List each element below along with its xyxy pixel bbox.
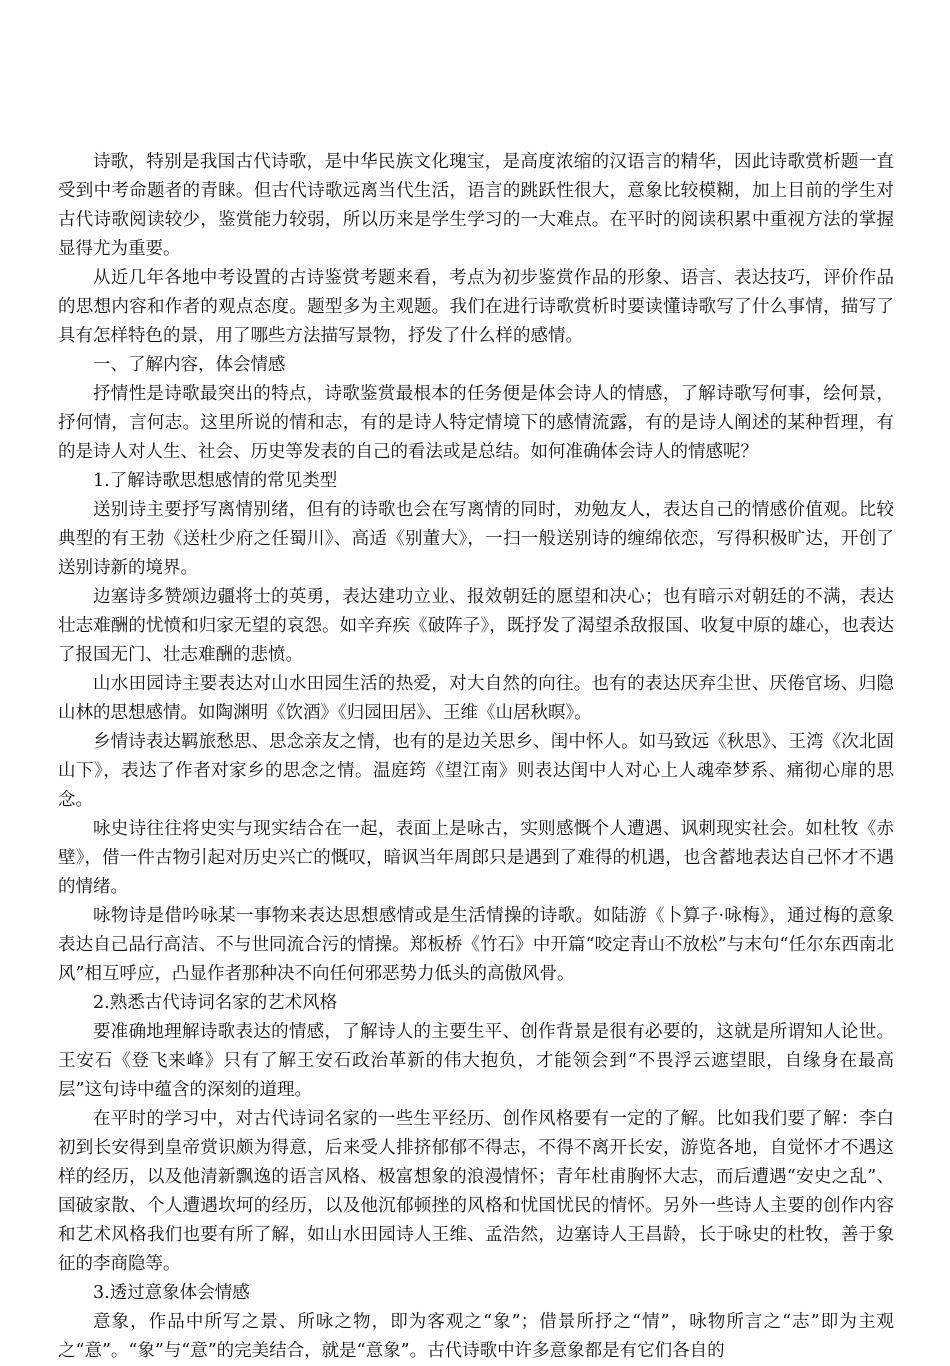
paragraph-poet-styles: 在平时的学习中，对古代诗词名家的一些生平经历、创作风格要有一定的了解。比如我们要了解：李白初到长安得到皇帝赏识颇为得意，后来受人排挤郁郁不得志，不得不离开长安，游览各地，自觉怀才不遇这样的经历，以及他清新飘逸的语言风格、极富想象的浪漫情怀；青年杜甫胸怀大志，而后遭遇“安史之乱”、国破家散、个人遭遇坎坷的经历，以及他沉郁顿挫的风格和忧国忧民的情怀。另外一些诗人主要的创作内容和艺术风格我们也要有所了解，如山水田园诗人王维、孟浩然，边塞诗人王昌龄，长于咏史的杜牧，善于象征的李商隐等。 (58, 1109, 894, 1274)
paragraph-lyric-nature: 抒情性是诗歌最突出的特点，诗歌鉴赏最根本的任务便是体会诗人的情感，了解诗歌写何事，绘何景，抒何情，言何志。这里所说的情和志，有的是诗人特定情境下的感情流露，有的是诗人阐述的某种哲理，有的是诗人对人生、社会、历史等发表的自己的看法或是总结。如何准确体会诗人的情感呢？ (58, 384, 894, 462)
subheading-1-2: 2.熟悉古代诗词名家的艺术风格 (93, 993, 338, 1013)
paragraph-homesick-poems: 乡情诗表达羁旅愁思、思念亲友之情，也有的是边关思乡、闺中怀人。如马致远《秋思》、王湾《次北固山下》，表达了作者对家乡的思念之情。温庭筠《望江南》则表达闺中人对心上人魂牵梦系、痛彻心扉的思念。 (58, 732, 894, 810)
paragraph-know-the-poet: 要准确地理解诗歌表达的情感，了解诗人的主要生平、创作背景是很有必要的，这就是所谓知人论世。王安石《登飞来峰》只有了解王安石政治革新的伟大抱负，才能领会到“不畏浮云遮望眼，自缘身在最高层”这句诗中蕴含的深刻的道理。 (58, 1022, 894, 1100)
subheading-1-3: 3.透过意象体会情感 (93, 1283, 250, 1303)
paragraph-object-poems: 咏物诗是借吟咏某一事物来表达思想感情或是生活情操的诗歌。如陆游《卜算子·咏梅》，通过梅的意象表达自己品行高洁、不与世同流合污的情操。郑板桥《竹石》中开篇“咬定青山不放松”与末句“任尔东西南北风”相互呼应，凸显作者那种决不向任何邪恶势力低头的高傲风骨。 (58, 906, 894, 984)
paragraph-exam-overview: 从近几年各地中考设置的古诗鉴赏考题来看，考点为初步鉴赏作品的形象、语言、表达技巧，评价作品的思想内容和作者的观点态度。题型多为主观题。我们在进行诗歌赏析时要读懂诗歌写了什么事情，描写了具有怎样特色的景，用了哪些方法描写景物，抒发了什么样的感情。 (58, 268, 894, 346)
paragraph-farewell-poems: 送别诗主要抒写离情别绪，但有的诗歌也会在写离情的同时，劝勉友人，表达自己的情感价值观。比较典型的有王勃《送杜少府之任蜀川》、高适《别董大》，一扫一般送别诗的缠绵依恋，写得积极旷达，开创了送别诗新的境界。 (58, 500, 894, 578)
paragraph-frontier-poems: 边塞诗多赞颂边疆将士的英勇，表达建功立业、报效朝廷的愿望和决心；也有暗示对朝廷的不满，表达壮志难酬的忧愤和归家无望的哀怨。如辛弃疾《破阵子》，既抒发了渴望杀敌报国、收复中原的雄心，也表达了报国无门、壮志难酬的悲愤。 (58, 587, 894, 665)
paragraph-intro: 诗歌，特别是我国古代诗歌，是中华民族文化瑰宝，是高度浓缩的汉语言的精华，因此诗歌赏析题一直受到中考命题者的青睐。但古代诗歌远离当代生活，语言的跳跃性很大，意象比较模糊，加上目前的学生对古代诗歌阅读较少，鉴赏能力较弱，所以历来是学生学习的一大难点。在平时的阅读积累中重视方法的掌握显得尤为重要。 (58, 152, 894, 259)
section-heading-1: 一、了解内容，体会情感 (93, 355, 286, 375)
document-body (58, 148, 894, 1366)
paragraph-history-poems: 咏史诗往往将史实与现实结合在一起，表面上是咏古，实则感慨个人遭遇、讽刺现实社会。如杜牧《赤壁》，借一件古物引起对历史兴亡的慨叹，暗讽当年周郎只是遇到了难得的机遇，也含蓄地表达自己怀才不遇的情绪。 (58, 819, 894, 897)
paragraph-imagery: 意象，作品中所写之景、所咏之物，即为客观之“象”；借景所抒之“情”，咏物所言之“志”即为主观之“意”。“象”与“意”的完美结合，就是“意象”。古代诗歌中许多意象都是有它们各自的 (58, 1312, 894, 1361)
subheading-1-1: 1.了解诗歌思想感情的常见类型 (93, 471, 338, 491)
paragraph-pastoral-poems: 山水田园诗主要表达对山水田园生活的热爱，对大自然的向往。也有的表达厌弃尘世、厌倦官场、归隐山林的思想感情。如陶渊明《饮酒》《归园田居》、王维《山居秋暝》。 (58, 674, 894, 723)
